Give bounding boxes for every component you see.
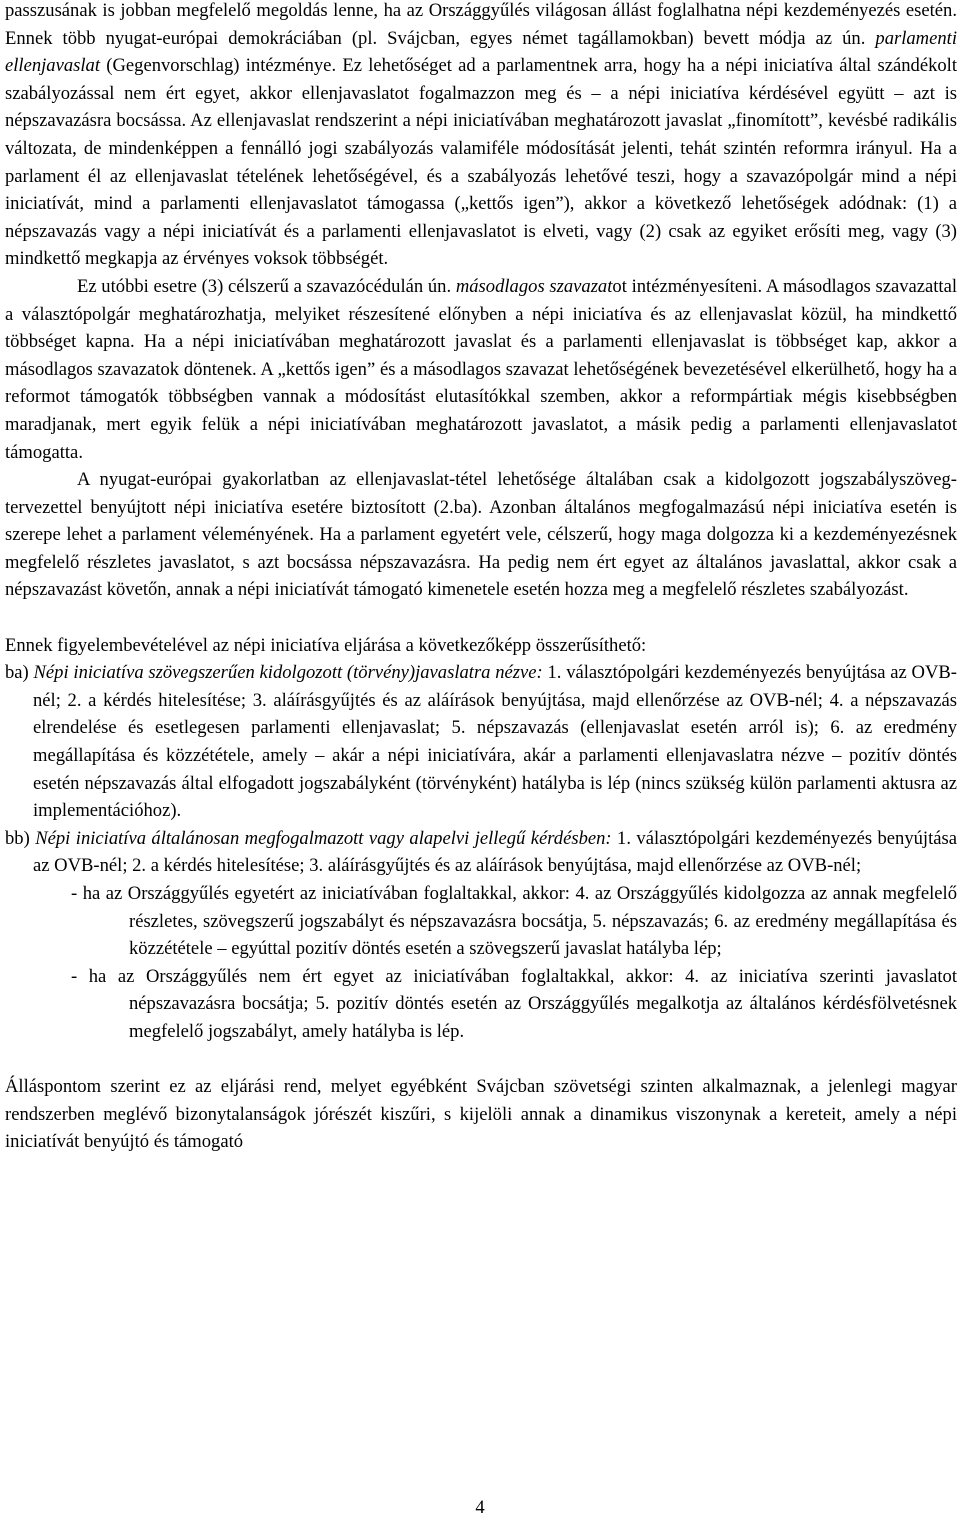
list-marker: bb) [5,827,30,849]
list-item-ba [5,659,957,825]
paragraph-procedure-intro: Ennek figyelembevételével az népi iniciatíva eljárása a következőképp összerűsíthető: [5,634,647,656]
paragraph-counter-proposal [5,0,957,273]
text-run: Ez utóbbi esetre (3) célszerű a szavazócédulán ún. [77,275,456,297]
sub-list-item-disagree: - ha az Országgyűlés nem ért egyet az iniciatívában foglaltakkal, akkor: 4. az iniciatíva szerinti javaslatot népszavazásra bocsátja; 5. pozitív döntés esetén az Országgyűlés megalkotja az általános kérdésfölvetésnek megfelelő jogszabályt, amely hatályba is lép. [71,965,957,1042]
list-item-text: 1. választópolgári kezdeményezés benyújtása az OVB-nél; 2. a kérdés hitelesítése; 3. aláírásgyűjtés és az aláírások benyújtása, majd ellenőrzése az OVB-nél; [33,827,958,877]
list-marker: ba) [5,662,29,684]
sub-list-item-agree: - ha az Országgyűlés egyetért az iniciatívában foglaltakkal, akkor: 4. az Országgyűlés kidolgozza az annak megfelelő részletes, szövegszerű jogszabályt és népszavazásra bocsátja, 5. népszavazás; 6. az eredmény megállapítása és közzététele – egyúttal pozitív döntés esetén a szövegszerű javaslat hatályba lép; [71,883,957,960]
document-page [5,0,957,1156]
page-number: 4 [475,1497,485,1518]
emphasis-secondary-vote: másodlagos szavazat [455,275,613,297]
text-run: passzusának is jobban megfelelő megoldás lenne, ha az Országgyűlés világosan állást foglalhatna népi kezdeményezés esetén. Ennek több nyugat-európai demokráciában (pl. Svájcban, egyes német tagállamokban) bevett módja az ún. [5,0,957,49]
paragraph-western-practice: A nyugat-európai gyakorlatban az ellenjavaslat-tétel lehetősége általában csak a kidolgozott jogszabályszöveg-tervezettel benyújtott népi iniciatíva esetére biztosított (2.ba). Azonban általános megfogalmazású népi iniciatíva esetén is szerepe lehet a parlament véleményének. Ha a parlament egyetért vele, célszerű, hogy maga dolgozza ki a kezdeményezésnek megfelelő részletes javaslatot, s azt bocsássa népszavazásra. Ha pedig nem ért egyet az általános javaslattal, akkor csak a népszavazást követőn, annak a népi iniciatívát támogató kimenetele esetén hozza meg a megfelelő részletes szabályozást. [5,469,957,601]
list-item-heading: Népi iniciatíva szövegszerűen kidolgozott (törvény)javaslatra nézve: [33,662,543,684]
text-run: ot intézményesíteni. A másodlagos szavazattal a választópolgár meghatározhatja, melyiket részesítené előnyben a népi iniciatíva és az ellenjavaslat közül, ha mindkettő többséget kapna. Ha a népi iniciatívában meghatározott javaslat és a parlamenti ellenjavaslat is többséget kap, akkor a másodlagos szavazatok döntenek. A „kettős igen” és a másodlagos szavazat lehetőségének bevezetésével elkerülhető, hogy ha a reformot támogatók többségben vannak a módosítást elutasítókkal szemben, akkor a reformpártiak mégis kisebbségben maradjanak, mert egyik felük a népi iniciatívában meghatározott javaslatot, a másik pedig a parlamenti ellenjavaslatot támogatta. [5,275,958,463]
emphasis-parliamentary-counterproposal: parlamenti ellenjavaslat [5,27,957,77]
list-item-heading: Népi iniciatíva általánosan megfogalmazott vagy alapelvi jellegű kérdésben: [35,827,612,849]
paragraph-conclusion: Álláspontom szerint ez az eljárási rend, melyet egyébként Svájcban szövetségi szinten alkalmaznak, a jelenlegi magyar rendszerben meglévő bizonytalanságok jórészét kiszűri, s kijelöli annak a dinamikus viszonynak a kereteit, amely a népi iniciatívát benyújtó és támogató [5,1076,957,1153]
paragraph-secondary-vote [5,273,957,466]
text-run: (Gegenvorschlag) intézménye. Ez lehetőséget ad a parlamentnek arra, hogy ha a népi iniciatíva által szándékolt szabályozással nem ért egyet, akkor ellenjavaslatot fogalmazzon meg és – a népi iniciatíva kérdésével együtt – azt is népszavazásra bocsássa. Az ellenjavaslat rendszerint a népi iniciatívában meghatározott javaslat „finomított”, kevésbé radikális változata, de mindenképpen a fennálló jogi szabályozás valamiféle módosítását jelenti, tehát szintén reformra irányul. Ha a parlament él az ellenjavaslat tételének lehetőségével, és a szabályozás lehetővé teszi, hogy a szavazópolgár mind a népi iniciatívát, mind a parlamenti ellenjavaslatot támogassa („kettős igen”), akkor a következő lehetőségek adódnak: (1) a népszavazás vagy a népi iniciatívát és a parlamenti ellenjavaslatot is elveti, vagy (2) csak az egyiket erősíti meg, vagy (3) mindkettő megkapja az érvényes voksok többségét. [5,55,957,270]
list-item-text: 1. választópolgári kezdeményezés benyújtása az OVB-nél; 2. a kérdés hitelesítése; 3. aláírásgyűjtés és az aláírások benyújtása, majd ellenőrzése az OVB-nél; 4. a népszavazás elrendelése és esetlegesen parlamenti ellenjavaslat; 5. népszavazás (ellenjavaslat esetén arról is); 6. az eredmény megállapítása és közzététele, amely – akár a népi iniciatívára, akár a parlamenti ellenjavaslatra nézve – pozitív döntés esetén népszavazás által elfogadott jogszabályként (törvényként) hatályba is lép (nincs szükség külön parlamenti aktusra az implementációhoz). [33,662,957,822]
list-item-bb [5,825,957,880]
